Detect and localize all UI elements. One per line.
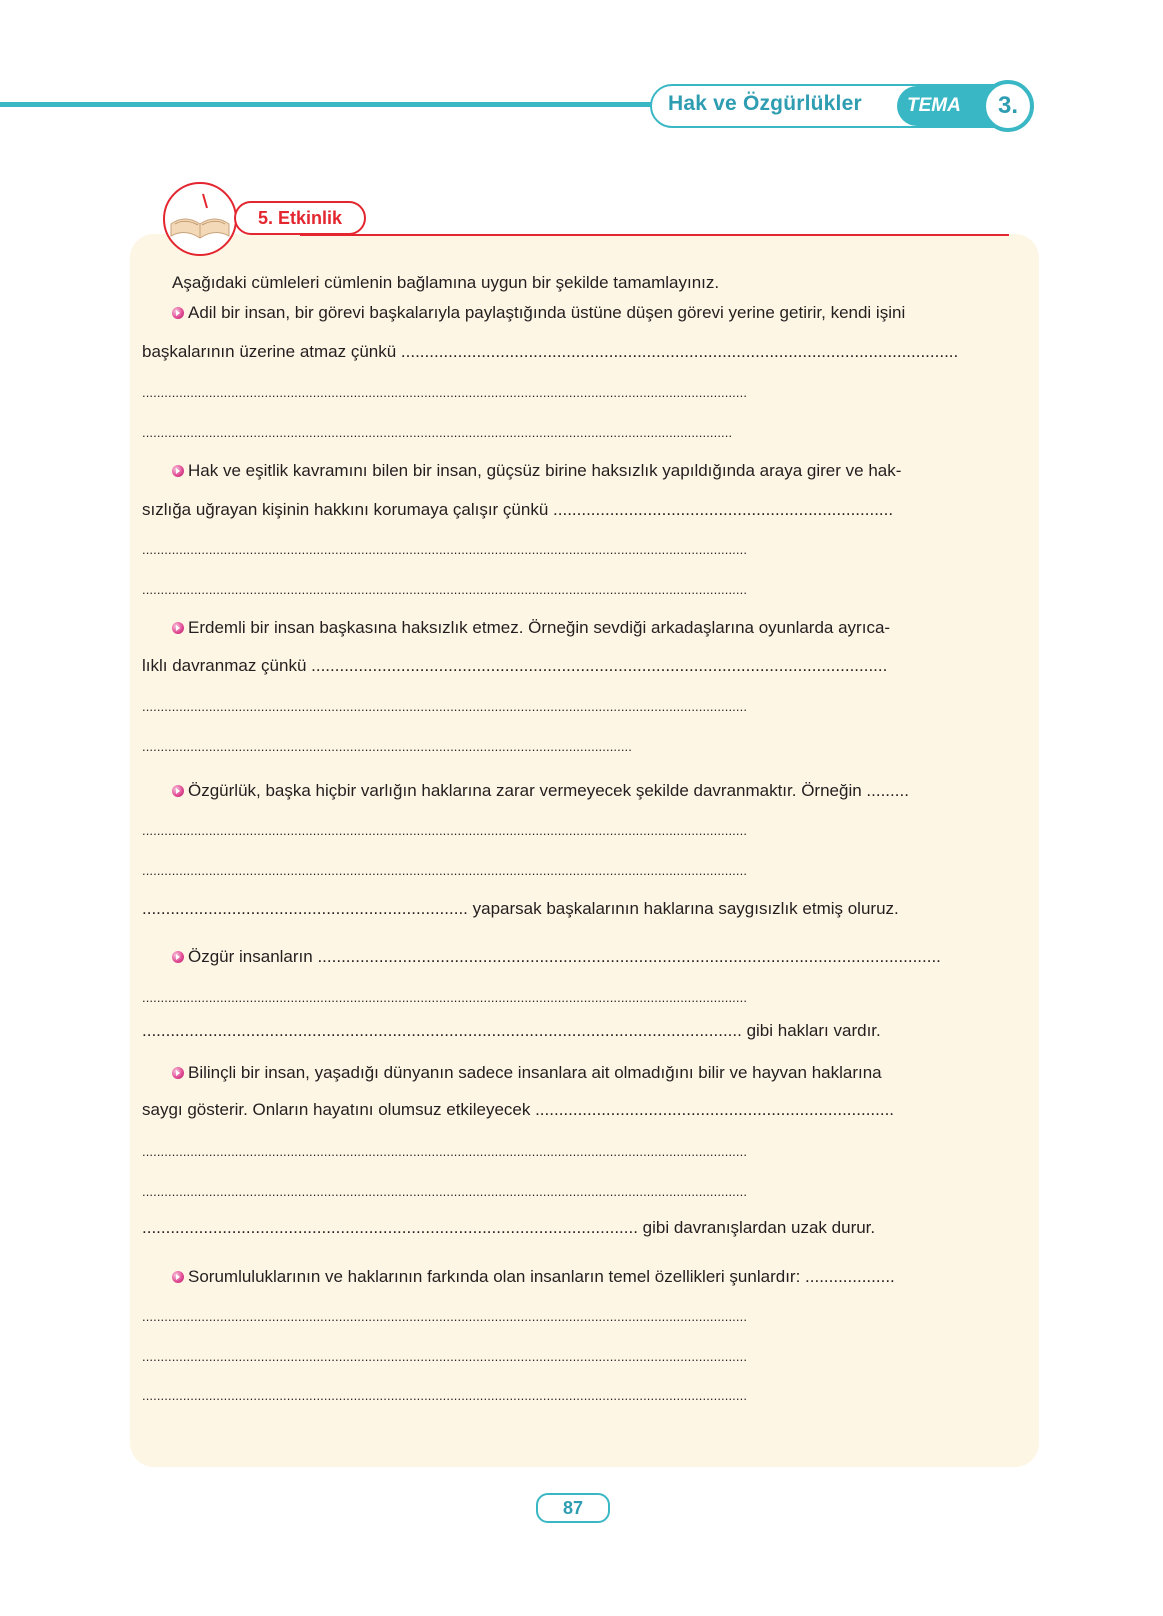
- item-6-line-2: saygı gösterir. Onların hayatını olumsuz etkileyecek ............................................................................: [142, 1100, 895, 1119]
- bullet-icon: [172, 1271, 184, 1283]
- item-1-line-3: ...................................................................................................................................................................: [142, 385, 748, 400]
- bullet-icon: [172, 951, 184, 963]
- bullet-icon: [172, 465, 184, 477]
- item-4-line-4: ..................................................................... yaparsak başkalarının haklarına saygısızlık etmiş oluruz.: [142, 899, 899, 918]
- item-6-line-4: ...................................................................................................................................................................: [142, 1184, 748, 1199]
- item-3-line-1: Erdemli bir insan başkasına haksızlık etmez. Örneğin sevdiği arkadaşlarına oyunlarda ayrıca-: [172, 616, 1038, 640]
- item-5-line-2: ...................................................................................................................................................................: [142, 990, 748, 1005]
- item-7-line-2: ...................................................................................................................................................................: [142, 1309, 748, 1324]
- item-4-line-3: ...................................................................................................................................................................: [142, 863, 748, 878]
- bullet-icon: [172, 307, 184, 319]
- item-1-line-4: ...............................................................................................................................................................: [142, 425, 733, 440]
- item-3-line-3: ...................................................................................................................................................................: [142, 699, 748, 714]
- item-2-line-4: ...................................................................................................................................................................: [142, 582, 748, 597]
- item-2-line-3: ...................................................................................................................................................................: [142, 542, 748, 557]
- item-1-line-1: Adil bir insan, bir görevi başkalarıyla paylaştığında üstüne düşen görevi yerine getirir, kendi işini: [172, 301, 1038, 325]
- item-5-line-3: ............................................................................................................................... gibi hakları vardır.: [142, 1021, 881, 1040]
- item-5-line-1: Özgür insanların ....................................................................................................................................: [172, 945, 1038, 969]
- instructions: Aşağıdaki cümleleri cümlenin bağlamına uygun bir şekilde tamamlayınız.: [172, 273, 720, 292]
- item-6-line-5: ......................................................................................................... gibi davranışlardan uzak durur.: [142, 1218, 876, 1237]
- bullet-icon: [172, 785, 184, 797]
- item-7-line-3: ...................................................................................................................................................................: [142, 1349, 748, 1364]
- item-6-line-1: Bilinçli bir insan, yaşadığı dünyanın sadece insanlara ait olmadığını bilir ve hayvan haklarına: [172, 1061, 1038, 1085]
- item-6-line-3: ...................................................................................................................................................................: [142, 1144, 748, 1159]
- page-number: 87: [536, 1493, 610, 1523]
- item-7-line-1: Sorumluluklarının ve haklarının farkında olan insanların temel özellikleri şunlardır: ...................: [172, 1265, 1038, 1289]
- item-2-line-1: Hak ve eşitlik kavramını bilen bir insan, güçsüz birine haksızlık yapıldığında araya girer ve hak-: [172, 459, 1038, 483]
- item-4-line-1: Özgürlük, başka hiçbir varlığın haklarına zarar vermeyecek şekilde davranmaktır. Örneğin .........: [172, 779, 1038, 803]
- item-2-line-2: sızlığa uğrayan kişinin hakkını korumaya çalışır çünkü ........................................................................: [142, 500, 894, 519]
- tema-label: TEMA: [907, 95, 961, 116]
- item-3-line-4: ....................................................................................................................................: [142, 739, 632, 754]
- theme-title: Hak ve Özgürlükler: [668, 92, 862, 115]
- item-3-line-2: lıklı davranmaz çünkü ..........................................................................................................................: [142, 656, 888, 675]
- item-4-line-2: ...................................................................................................................................................................: [142, 823, 748, 838]
- item-7-line-4: ...................................................................................................................................................................: [142, 1388, 748, 1403]
- activity-title: 5. Etkinlik: [234, 201, 366, 235]
- bullet-icon: [172, 622, 184, 634]
- tema-badge: [897, 86, 1031, 126]
- open-book-icon: [163, 182, 237, 256]
- header-rule: [0, 102, 700, 107]
- bullet-icon: [172, 1067, 184, 1079]
- tema-number: 3.: [982, 80, 1034, 132]
- item-1-line-2: başkalarının üzerine atmaz çünkü ......................................................................................................................: [142, 342, 959, 361]
- activity-rule: [300, 234, 1009, 236]
